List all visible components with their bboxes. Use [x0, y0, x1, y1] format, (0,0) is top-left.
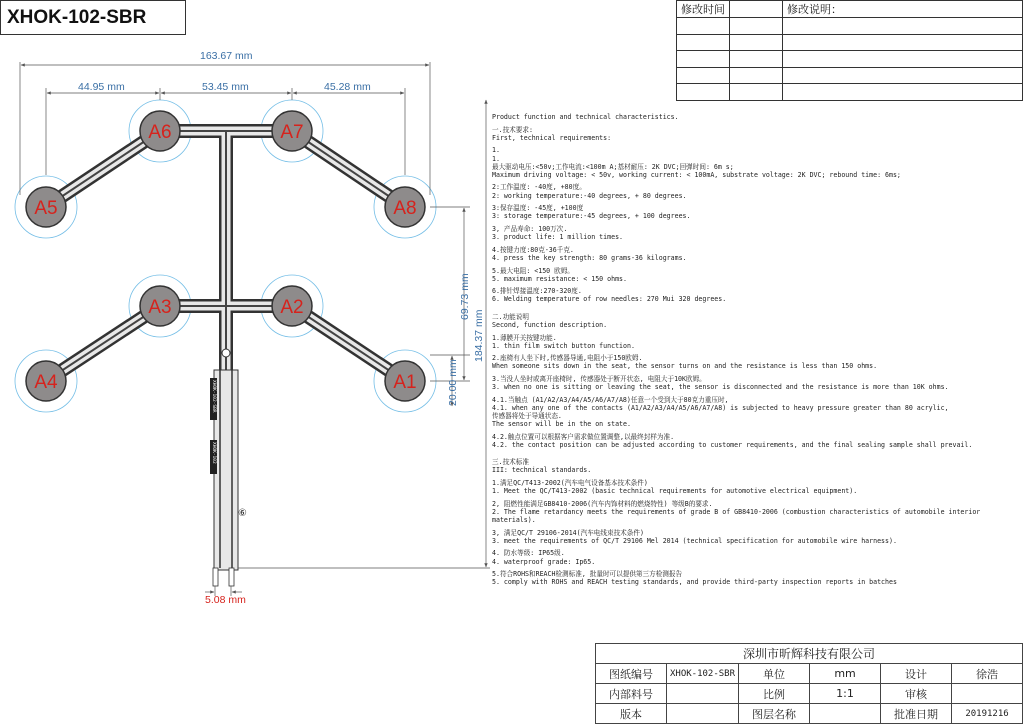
spec-line: 1. [492, 146, 500, 155]
contact-label-a2: A2 [280, 297, 304, 318]
tail-label-1: XHOK-102-SBR [211, 380, 216, 413]
spec-line: When someone sits down in the seat, the sensor turns on and the resistance is less than 150 ohms. [492, 362, 878, 371]
spec-line: 4. 防水等级: IP65级. [492, 549, 565, 558]
spec-line: 3:保存温度: -45度, +100度 [492, 204, 584, 213]
spec-line: 三.技术标准 [492, 458, 529, 467]
contact-label-a1: A1 [393, 372, 417, 393]
spec-line: 1. Meet the QC/T413-2002 (basic technical requirements for automotive electrical equipment). [492, 487, 858, 496]
approve-date-value: 20191216 [952, 704, 1023, 724]
dim-right-span: 45.28 mm [324, 81, 371, 93]
internal-no-value [667, 684, 739, 704]
contact-label-a8: A8 [393, 198, 417, 219]
spec-line: 5. comply with ROHS and REACH testing standards, and provide third-party inspection reports in batches [492, 578, 897, 587]
company-name: 深圳市昕辉科技有限公司 [596, 644, 1023, 664]
spec-line: 最大驱动电压:<50v;工作电流:<100m A;基材耐压: 2K DVC;回弹时间: 6m s; [492, 162, 734, 171]
dim-pin-pitch: 5.08 mm [205, 594, 246, 606]
spec-line: 3. when no one is sitting or leaving the seat, the sensor is disconnected and the resistance is more than 10K ohms. [492, 383, 949, 392]
spec-line: 1. thin film switch button function. [492, 341, 635, 350]
scale-label: 比例 [739, 684, 810, 704]
spec-line: 5.符合ROHS和REACH检测标准, 批量时可以提供第三方检测报告 [492, 570, 683, 579]
reviewer-value [952, 684, 1023, 704]
specification-text [492, 113, 1017, 586]
approve-date-label: 批准日期 [881, 704, 952, 724]
spec-line: 2.座椅有人坐下时,传感器导通,电阻小于150欧姆. [492, 354, 643, 363]
contact-label-a6: A6 [148, 122, 172, 143]
revision-time-header: 修改时间 [677, 1, 730, 18]
spec-line: 3, 产品寿命: 100万次. [492, 225, 568, 233]
spec-line: 3: storage temperature:-45 degrees, + 100 degrees. [492, 212, 691, 221]
version-label: 版本 [596, 704, 667, 724]
layer-label: 图层名称 [739, 704, 810, 724]
spec-line: 3.当没人坐时或离开座椅时, 传感器处于断开状态, 电阻大于10K欧姆。 [492, 375, 706, 384]
spec-line: 2, 阻燃性能满足GB8410-2006(汽车内饰材料的燃烧特性) 等级B的要求. [492, 499, 713, 508]
spec-line: 一.技术要求: [492, 125, 533, 134]
spec-line: 1.薄膜开关按键功能. [492, 333, 557, 342]
spec-line: 4. press the key strength: 80 grams-36 kilograms. [492, 253, 687, 262]
spec-line: 3, 满足QC/T 29106-2014(汽车电线束技术条件) [492, 528, 644, 537]
tail-label-2: XHOK-102 [211, 442, 216, 464]
spec-line: III: technical standards. [492, 466, 592, 475]
scale-value: 1:1 [810, 684, 881, 704]
title-block [595, 643, 1023, 724]
spec-line: materials). [492, 515, 536, 524]
layer-value [810, 704, 881, 724]
spec-line: 2. The flame retardancy meets the requirements of grade B of GB8410-2006 (combustion characteristics of automobile interior [492, 507, 981, 516]
spec-line: 二.功能说明 [492, 312, 529, 321]
dim-vertical-upper: 69.73 mm [459, 273, 471, 320]
dim-vertical-lower: 20.00 mm [447, 359, 459, 406]
spec-line: 6. Welding temperature of row needles: 270 Mui 320 degrees. [492, 295, 727, 304]
spec-line: Product function and technical characteristics. [492, 113, 679, 121]
spec-line: First, technical requirements: [492, 133, 612, 142]
dim-center-span: 53.45 mm [202, 81, 249, 93]
spec-line: The sensor will be in the on state. [492, 420, 631, 429]
unit-value: mm [810, 664, 881, 684]
designer-value: 徐浩 [952, 664, 1023, 684]
dim-overall-width: 163.67 mm [200, 50, 253, 62]
revision-note-header: 修改说明： [783, 1, 1023, 18]
drawing-no-label: 图纸编号 [596, 664, 667, 684]
spec-line: 4.1.当触点 (A1/A2/A3/A4/A5/A6/A7/A8)任意一个受到大于80克力重压时, [492, 395, 729, 404]
internal-no-label: 内部料号 [596, 684, 667, 704]
drawing-no-value: XHOK-102-SBR [667, 664, 739, 684]
contact-label-a4: A4 [34, 372, 58, 393]
contact-label-a7: A7 [280, 122, 304, 143]
spec-line: 4.1. when any one of the contacts (A1/A2/A3/A4/A5/A6/A7/A8) is subjected to heavy pressure greater than 80 acrylic, [492, 403, 949, 412]
spec-line: 1.满足QC/T413-2002(汽车电气设备基本技术条件) [492, 478, 648, 487]
spec-line: 5.最大电阻: <150 欧姆。 [492, 266, 574, 275]
spec-line: 2:工作温度: -40度, +80度。 [492, 183, 586, 192]
dim-left-span: 44.95 mm [78, 81, 125, 93]
spec-line: 传感器将处于导通状态. [492, 412, 562, 421]
contact-label-a3: A3 [148, 297, 172, 318]
design-label: 设计 [881, 664, 952, 684]
spec-line: 4.2. the contact position can be adjusted according to customer requirements, and the final sealing sample shall prevail. [492, 440, 973, 449]
review-label: 审核 [881, 684, 952, 704]
spec-line: 4.2.触点位置可以根据客户需求做位置调整,以最终封样为准. [492, 432, 675, 441]
spec-line: Second, function description. [492, 320, 608, 329]
spec-line: 2: working temperature:-40 degrees, + 80 degrees. [492, 191, 687, 200]
spec-line: 3. product life: 1 million times. [492, 233, 624, 242]
spec-line: Maximum driving voltage: < 50v, working current: < 100mA, substrate voltage: 2K DVC; rebound time: 6ms; [492, 170, 901, 179]
dim-vertical-total: 184.37 mm [473, 309, 485, 362]
unit-label: 单位 [739, 664, 810, 684]
spec-line: 6.排针焊接温度:270-320度. [492, 287, 582, 296]
spec-line: 4.按键力度:80克-36千克. [492, 245, 574, 254]
dimension-lines [20, 62, 490, 596]
spec-line: 1. [492, 154, 500, 163]
contact-label-a5: A5 [34, 198, 58, 219]
spec-line: 4. waterproof grade: Ip65. [492, 557, 596, 566]
circle-mark-label: ⑥ [238, 508, 247, 519]
spec-line: 5. maximum resistance: < 150 ohms. [492, 274, 627, 283]
version-value [667, 704, 739, 724]
part-number-title: XHOK-102-SBR [0, 0, 186, 35]
spec-line: 3. meet the requirements of QC/T 29106 Mel 2014 (technical specification for automobile wire harness). [492, 536, 897, 545]
